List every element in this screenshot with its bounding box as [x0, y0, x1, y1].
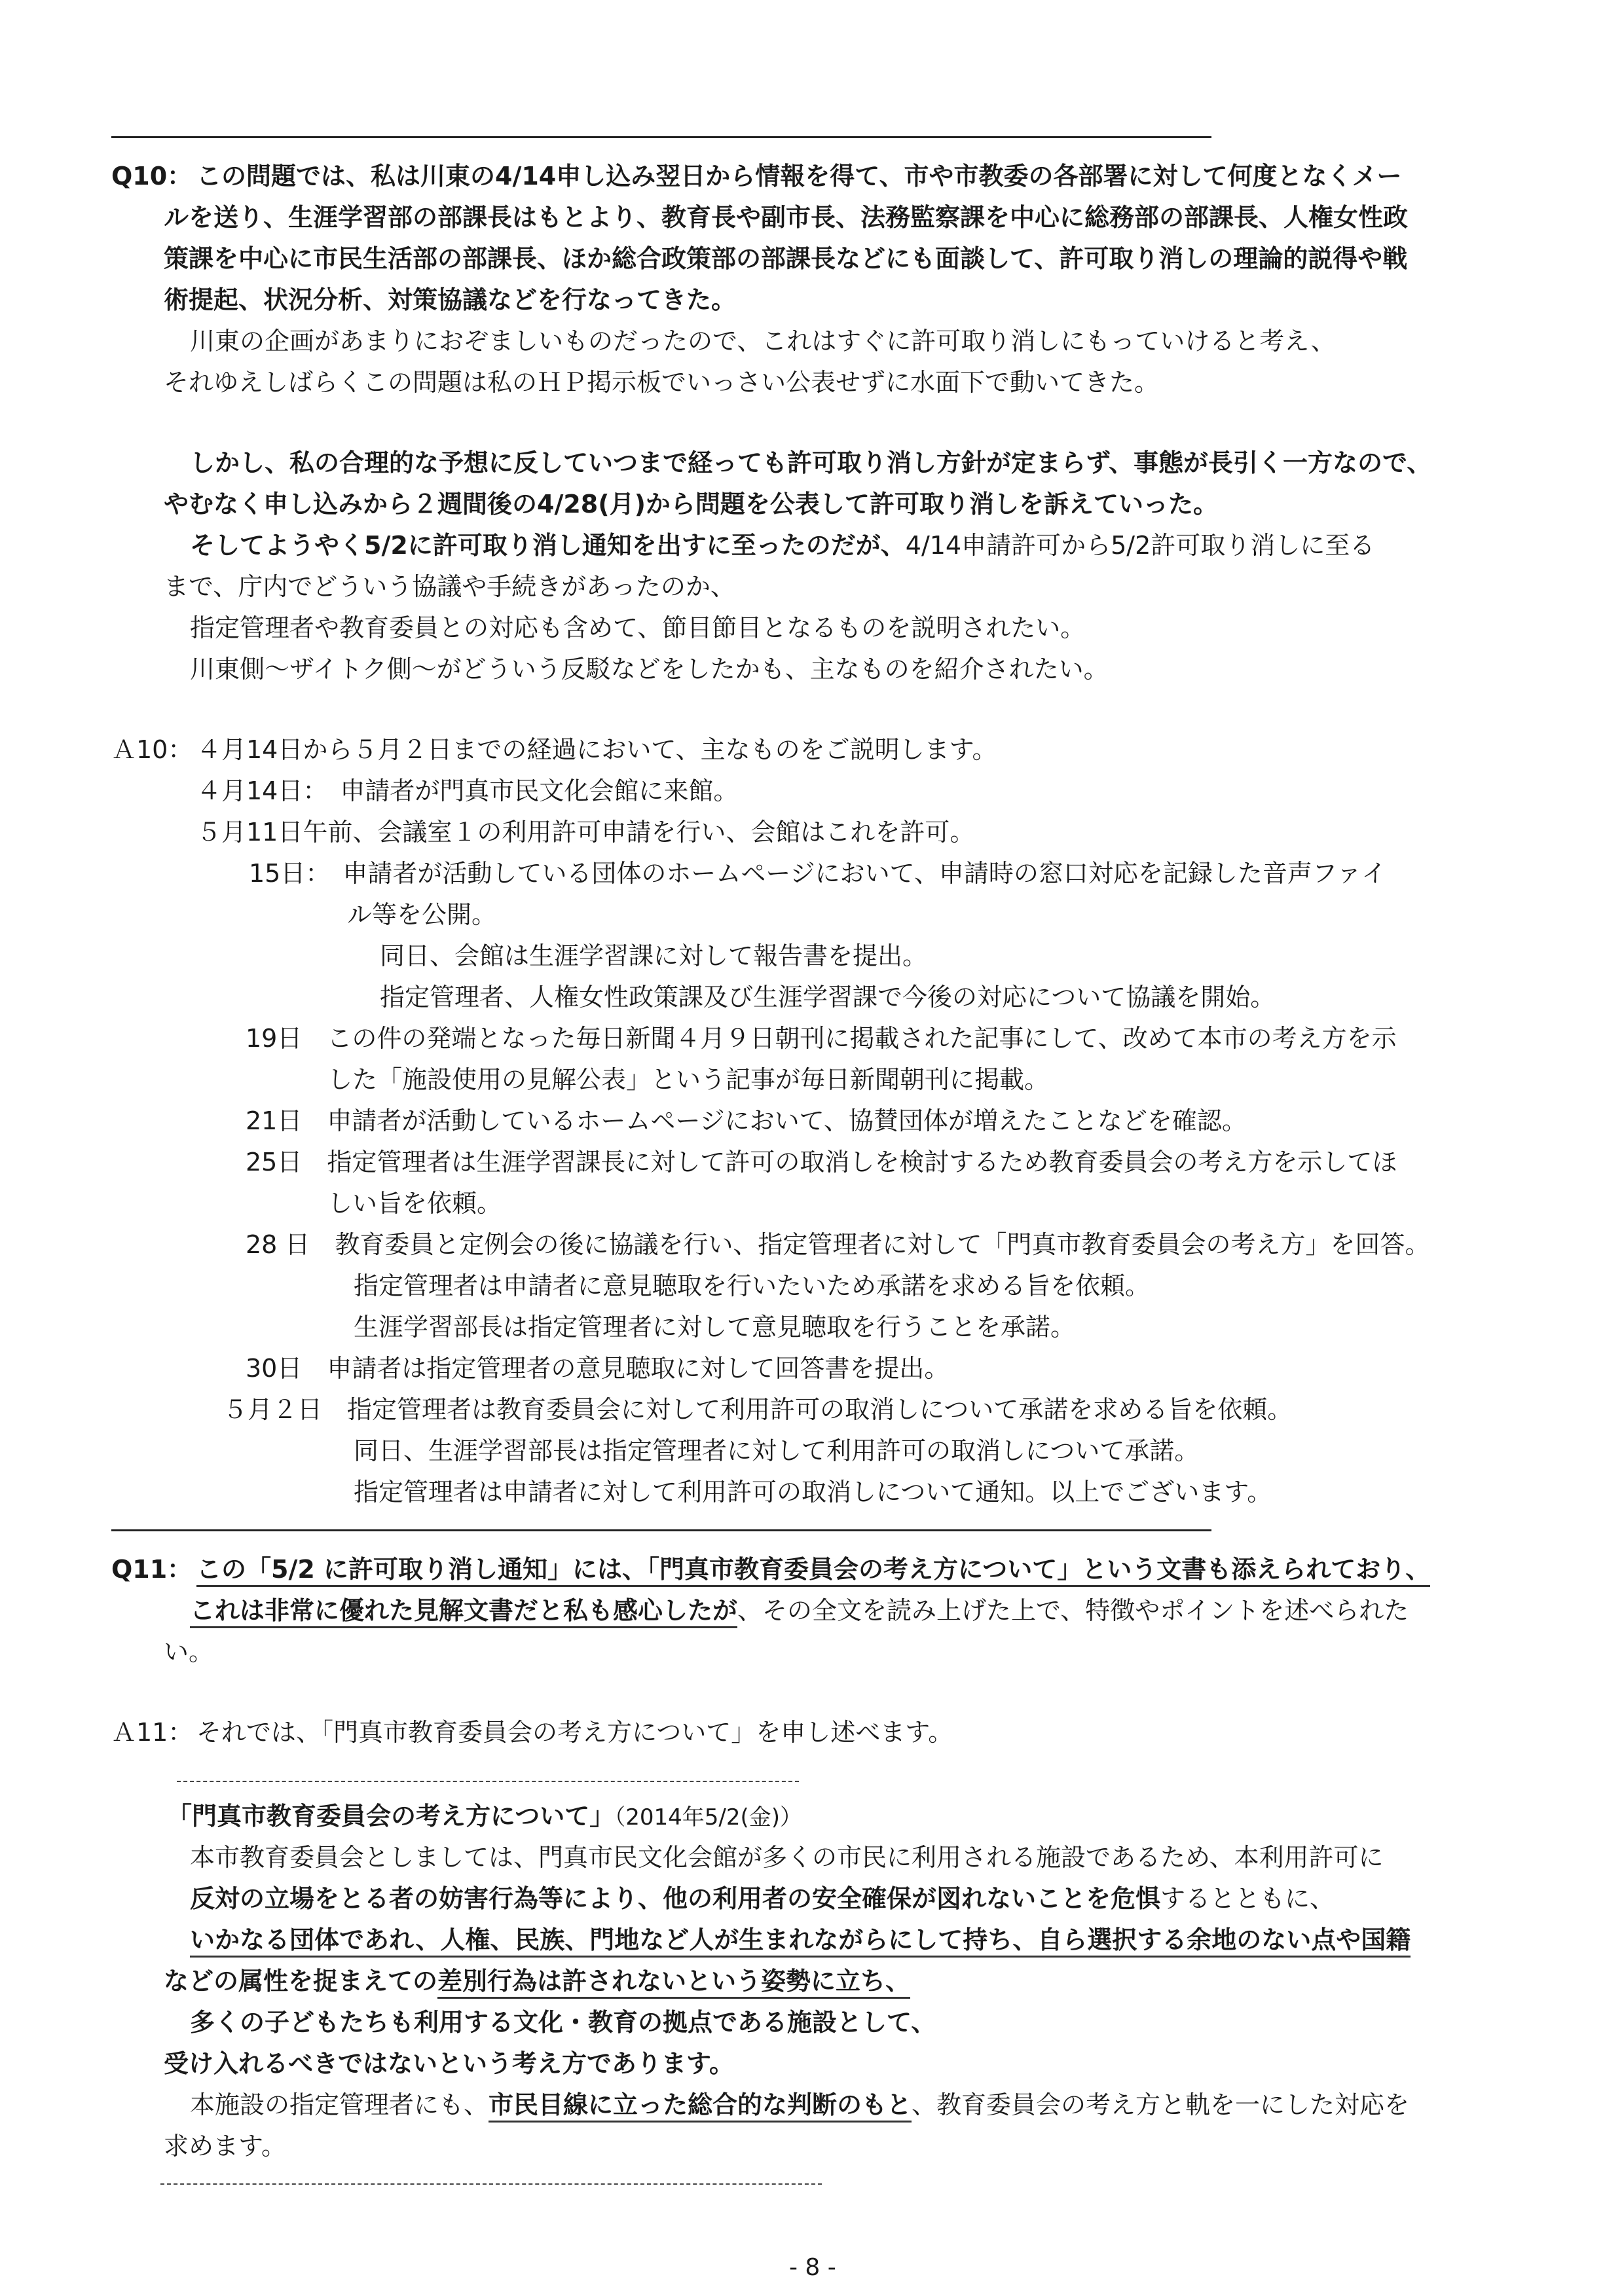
a10-entry-7: 19日 この件の発端となった毎日新聞４月９日朝刊に掲載された記事にして、改めて本市の考え方を示 — [246, 1024, 1397, 1053]
a10-entry-2: ５月11日午前、会議室１の利用許可申請を行い、会館はこれを許可。 — [196, 818, 975, 847]
q10-line-4: 術提起、状況分析、対策協議などを行なってきた。 — [164, 285, 737, 314]
a10-intro: ４月14日から５月２日までの経過において、主なものをご説明します。 — [196, 735, 997, 764]
page-number: - 8 - — [789, 2254, 836, 2281]
a10-entry-15: 30日 申請者は指定管理者の意見聴取に対して回答書を提出。 — [246, 1354, 950, 1383]
a10-entry-10: 25日 指定管理者は生涯学習課長に対して許可の取消しを検討するため教育委員会の考え方を示してほ — [246, 1148, 1397, 1176]
a10-entry-6: 指定管理者、人権女性政策課及び生涯学習課で今後の対応について協議を開始。 — [380, 983, 1276, 1011]
q10-label: Q10： — [111, 162, 193, 191]
doc-body-2 — [190, 1883, 1335, 1914]
a10-entry-16: ５月２日 指定管理者は教育委員会に対して利用許可の取消しについて承諾を求める旨を依頼。 — [223, 1395, 1293, 1424]
doc-body-3 — [190, 1924, 1411, 1956]
a10-entry-9: 21日 申請者が活動しているホームページにおいて、協賛団体が増えたことなどを確認。 — [246, 1106, 1247, 1135]
a11-intro: それでは、「門真市教育委員会の考え方について」を申し述べます。 — [196, 1718, 953, 1747]
q11-line-1-text: この「5/2 に許可取り消し通知」には、「門真市教育委員会の考え方について」という文書も添えられており、 — [196, 1555, 1430, 1587]
doc-body-4-a: などの属性を捉まえての — [164, 1967, 438, 1995]
q10-line-1: この問題では、私は川東の4/14申し込み翌日から情報を得て、市や市教委の各部署に対して何度となくメー — [196, 162, 1402, 191]
a10-entry-3: 15日： 申請者が活動している団体のホームページにおいて、申請時の窓口対応を記録した音声ファイ — [249, 859, 1387, 888]
doc-title-line — [167, 1800, 802, 1833]
q11-line-2-bold: これは非常に優れた見解文書だと私も感心したが — [190, 1596, 737, 1628]
doc-body-7-b: 市民目線に立った総合的な判断のもと — [489, 2090, 912, 2123]
a10-entry-13: 指定管理者は申請者に意見聴取を行いたいため承諾を求める旨を依頼。 — [354, 1271, 1151, 1300]
a10-label: Ａ10： — [111, 735, 193, 764]
a10-entry-8: した「施設使用の見解公表」という記事が毎日新聞朝刊に掲載。 — [327, 1065, 1050, 1094]
top-divider — [111, 136, 1211, 138]
q10-para4-line-4: 川東側～ザイトク側～がどういう反駁などをしたかも、主なものを紹介されたい。 — [190, 655, 1109, 683]
a10-entry-17: 同日、生涯学習部長は指定管理者に対して利用許可の取消しについて承諾。 — [354, 1436, 1200, 1465]
a10-entry-14: 生涯学習部長は指定管理者に対して意見聴取を行うことを承諾。 — [354, 1313, 1076, 1341]
doc-body-6: 受け入れるべきではないという考え方であります。 — [164, 2049, 734, 2078]
a10-entry-5: 同日、会館は生涯学習課に対して報告書を提出。 — [380, 941, 928, 970]
doc-body-2-rest: するとともに、 — [1160, 1884, 1335, 1913]
doc-date: （2014年5/2(金)） — [614, 1804, 803, 1831]
doc-body-2-bold: 反対の立場をとる者の妨害行為等により、他の利用者の安全確保が図れないことを危惧 — [190, 1884, 1161, 1913]
q10-para3-line-1: しかし、私の合理的な予想に反していつまで経っても許可取り消し方針が定まらず、事態が長引く一方なので、 — [190, 448, 1432, 477]
doc-body-7-a: 本施設の指定管理者にも、 — [190, 2090, 489, 2119]
doc-top-dashed-divider — [177, 1781, 799, 1782]
q10-para4-line-2: まで、庁内でどういう協議や手続きがあったのか、 — [164, 572, 735, 601]
doc-bottom-dashed-divider — [160, 2183, 822, 2185]
doc-title: 「門真市教育委員会の考え方について」 — [167, 1802, 615, 1831]
a10-entry-4: ル等を公開。 — [347, 900, 497, 929]
q10-line-2: ルを送り、生涯学習部の部課長はもとより、教育長や副市長、法務監察課を中心に総務部の部課長、人権女性政 — [164, 203, 1409, 232]
doc-body-8: 求めます。 — [164, 2132, 286, 2160]
q10-para2-line-1: 川東の企画があまりにおぞましいものだったので、これはすぐに許可取り消しにもっていけると考え、 — [190, 327, 1336, 355]
a10-entry-18: 指定管理者は申請者に対して利用許可の取消しについて通知。以上でございます。 — [354, 1478, 1272, 1506]
q11-line-3: い。 — [164, 1637, 214, 1666]
q11-line-2-rest: 、その全文を読み上げた上で、特徴やポイントを述べられた — [737, 1596, 1409, 1625]
doc-body-5: 多くの子どもたちも利用する文化・教育の拠点である施設として、 — [190, 2008, 936, 2037]
q10-para3-line-2: やむなく申し込みから２週間後の4/28(月)から問題を公表して許可取り消しを訴えていった。 — [164, 490, 1218, 519]
a10-entry-1: ４月14日： 申請者が門真市民文化会館に来館。 — [196, 776, 739, 805]
doc-body-3-text: いかなる団体であれ、人権、民族、門地など人が生まれながらにして持ち、自ら選択する余地のない点や国籍 — [190, 1925, 1411, 1958]
q10-para4-bold: そしてようやく5/2に許可取り消し通知を出すに至ったのだが、 — [190, 531, 906, 560]
q10-para2-line-2: それゆえしばらくこの問題は私のＨＰ掲示板でいっさい公表せずに水面下で動いてきた。 — [164, 368, 1160, 397]
a10-entry-12: 28 日 教育委員と定例会の後に協議を行い、指定管理者に対して「門真市教育委員会の考え方」を回答。 — [246, 1230, 1430, 1259]
doc-body-4 — [164, 1965, 910, 1997]
q10-line-3: 策課を中心に市民生活部の部課長、ほか総合政策部の部課長などにも面談して、許可取り消しの理論的説得や戦 — [164, 244, 1408, 273]
doc-body-4-b: 差別行為は許されないという姿勢に立ち、 — [437, 1967, 910, 1999]
a11-label: Ａ11： — [111, 1718, 193, 1747]
q11-label: Q11： — [111, 1555, 193, 1584]
q10-para4-line-1 — [190, 530, 1375, 561]
q10-para4-line-3: 指定管理者や教育委員との対応も含めて、節目節目となるものを説明されたい。 — [190, 613, 1086, 642]
doc-body-7-c: 、教育委員会の考え方と軌を一にした対応を — [912, 2090, 1410, 2119]
q10-para4-rest: 4/14申請許可から5/2許可取り消しに至る — [905, 531, 1375, 560]
doc-body-7 — [190, 2089, 1409, 2121]
doc-body-1: 本市教育委員会としましては、門真市民文化会館が多くの市民に利用される施設であるため、本利用許可に — [190, 1843, 1384, 1872]
a10-entry-11: しい旨を依頼。 — [327, 1189, 502, 1218]
q11-line-2 — [190, 1595, 1409, 1626]
middle-divider — [111, 1529, 1211, 1531]
q11-line-1 — [196, 1554, 1430, 1585]
